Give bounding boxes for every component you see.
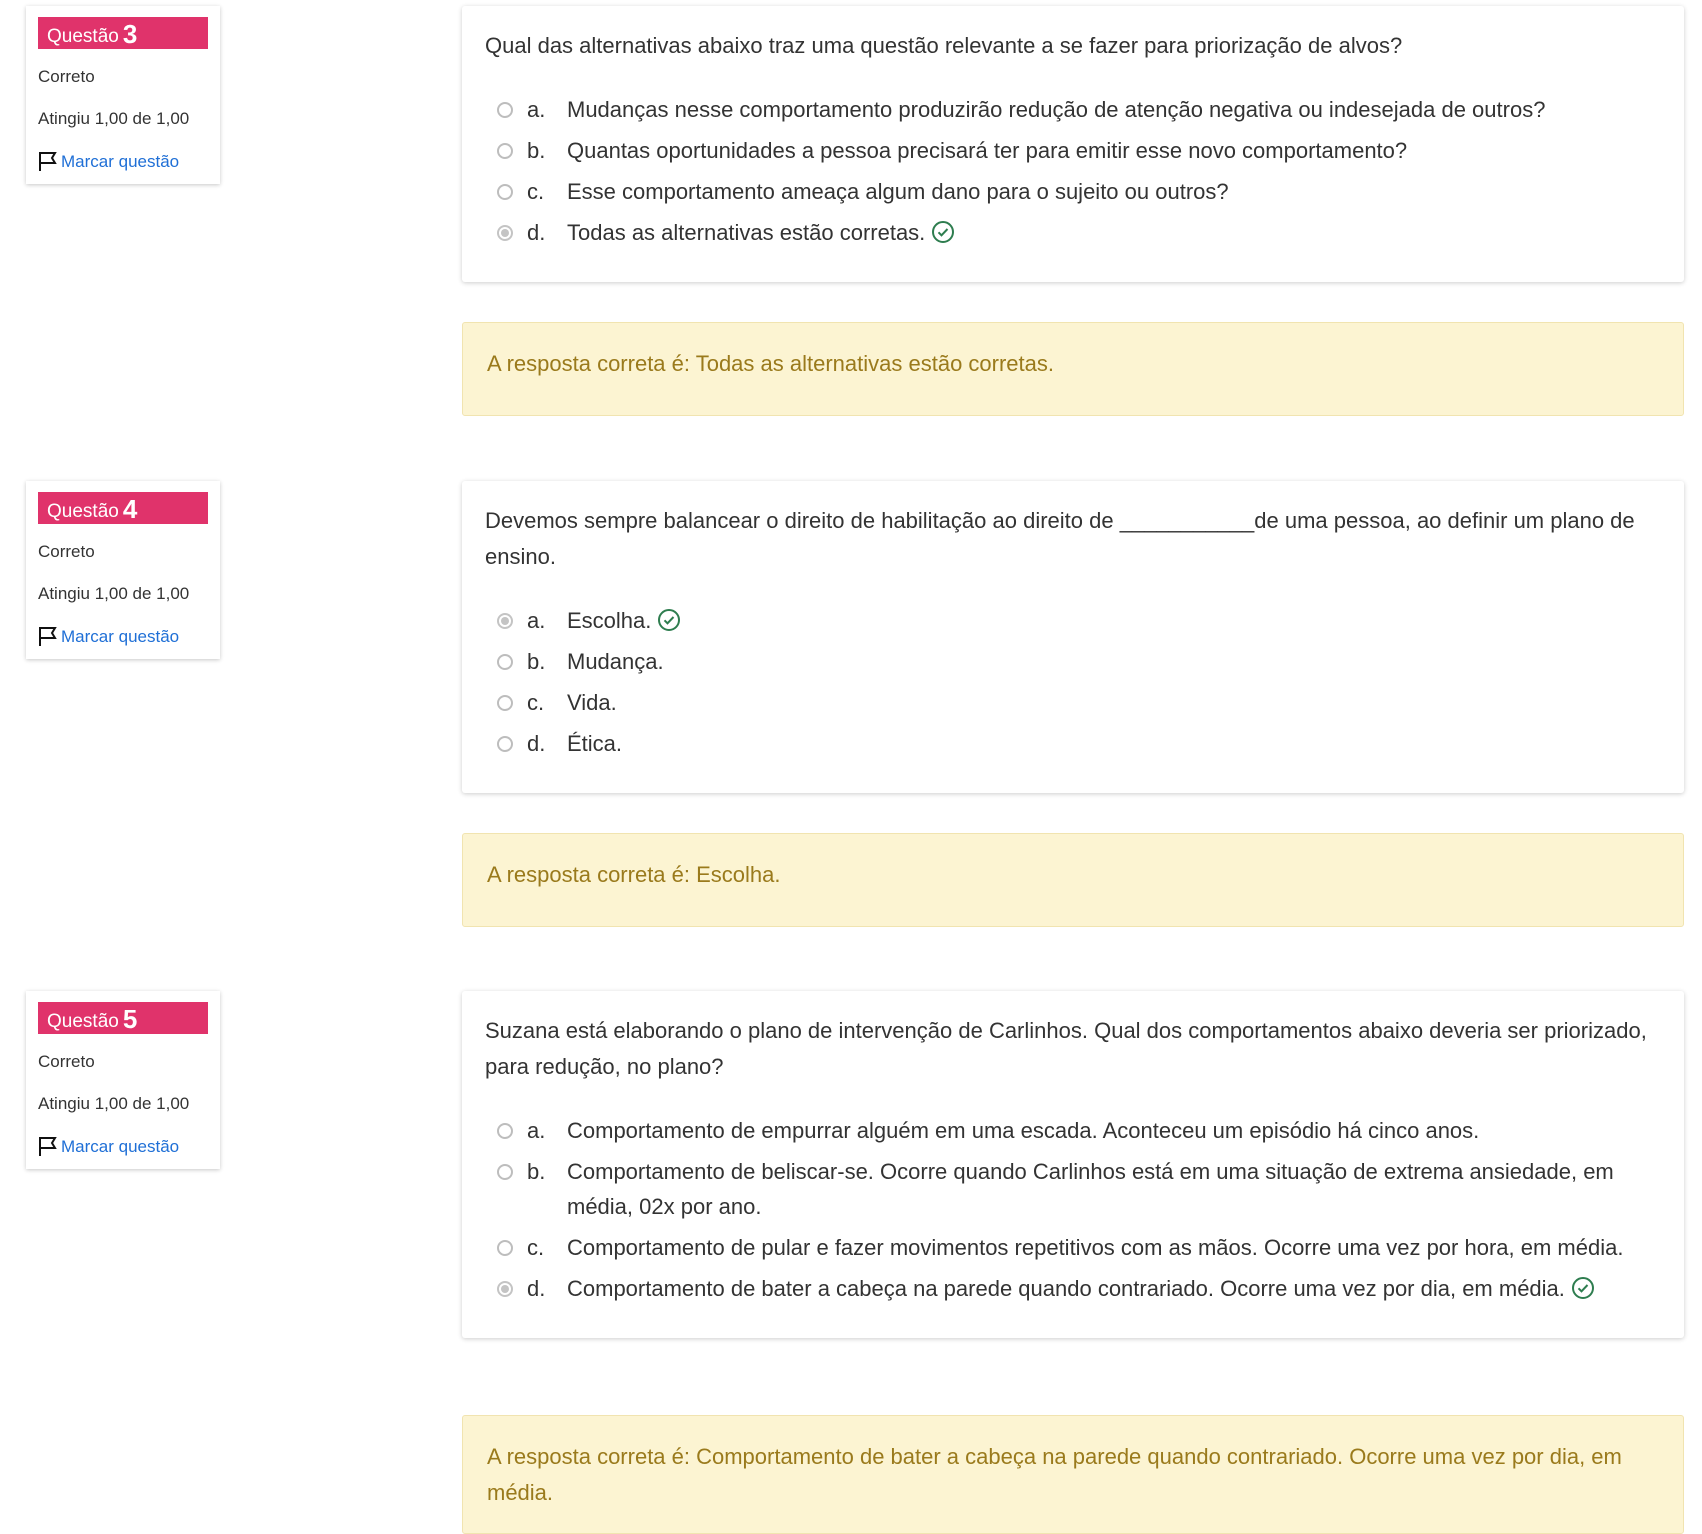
radio-button[interactable]	[497, 1164, 513, 1180]
question-state: Correto	[38, 1052, 95, 1071]
question-text: Devemos sempre balancear o direito de habilitação ao direito de ___________de uma pessoa, ao definir um plano de ensino.	[485, 508, 1635, 569]
answer-option-b[interactable]: b. Mudança.	[485, 644, 1660, 679]
radio-button[interactable]	[497, 654, 513, 670]
radio-button[interactable]	[497, 102, 513, 118]
radio-button[interactable]	[497, 1240, 513, 1256]
correct-check-icon	[1571, 1276, 1595, 1300]
answer-option-b[interactable]: b. Comportamento de beliscar-se. Ocorre quando Carlinhos está em uma situação de extrema ansiedade, em média, 02x por ano.	[485, 1154, 1660, 1224]
answer-option-d[interactable]: d. Comportamento de bater a cabeça na parede quando contrariado. Ocorre uma vez por dia, em média.	[485, 1271, 1660, 1306]
radio-button[interactable]	[497, 1123, 513, 1139]
radio-button-selected[interactable]	[497, 613, 513, 629]
flag-icon	[38, 1136, 58, 1157]
flag-question-link[interactable]: Marcar questão	[38, 151, 208, 172]
question-info-5	[26, 991, 220, 1169]
question-grade: Atingiu 1,00 de 1,00	[38, 584, 190, 603]
answer-options	[485, 92, 1660, 250]
correct-answer-feedback: A resposta correta é: Escolha.	[462, 833, 1684, 927]
question-card-5	[462, 991, 1684, 1338]
radio-button[interactable]	[497, 736, 513, 752]
question-number-badge: Questão 4	[38, 492, 208, 524]
question-info-3	[26, 6, 220, 184]
answer-option-d[interactable]: d. Todas as alternativas estão corretas.	[485, 215, 1660, 250]
radio-button[interactable]	[497, 695, 513, 711]
answer-option-d[interactable]: d. Ética.	[485, 726, 1660, 761]
question-card-4	[462, 481, 1684, 793]
flag-question-link[interactable]: Marcar questão	[38, 1136, 208, 1157]
question-state: Correto	[38, 67, 95, 86]
question-number-badge: Questão 5	[38, 1002, 208, 1034]
question-grade: Atingiu 1,00 de 1,00	[38, 109, 190, 128]
radio-button[interactable]	[497, 184, 513, 200]
radio-button-selected[interactable]	[497, 1281, 513, 1297]
answer-option-c[interactable]: c. Comportamento de pular e fazer movimentos repetitivos com as mãos. Ocorre uma vez por hora, em média.	[485, 1230, 1660, 1265]
question-text: Suzana está elaborando o plano de intervenção de Carlinhos. Qual dos comportamentos abaixo deveria ser priorizado, para redução, no plano?	[485, 1018, 1647, 1079]
correct-answer-feedback: A resposta correta é: Comportamento de bater a cabeça na parede quando contrariado. Ocorre uma vez por dia, em média.	[462, 1415, 1684, 1534]
question-state: Correto	[38, 542, 95, 561]
flag-question-link[interactable]: Marcar questão	[38, 626, 208, 647]
radio-button[interactable]	[497, 143, 513, 159]
answer-option-c[interactable]: c. Vida.	[485, 685, 1660, 720]
answer-option-a[interactable]: a. Mudanças nesse comportamento produzirão redução de atenção negativa ou indesejada de outros?	[485, 92, 1660, 127]
question-card-3	[462, 6, 1684, 282]
answer-options	[485, 1113, 1660, 1306]
question-text: Qual das alternativas abaixo traz uma questão relevante a se fazer para priorização de alvos?	[485, 33, 1403, 58]
flag-icon	[38, 151, 58, 172]
radio-button-selected[interactable]	[497, 225, 513, 241]
question-number-badge: Questão 3	[38, 17, 208, 49]
answer-option-a[interactable]: a. Escolha.	[485, 603, 1660, 638]
answer-option-c[interactable]: c. Esse comportamento ameaça algum dano para o sujeito ou outros?	[485, 174, 1660, 209]
correct-answer-feedback: A resposta correta é: Todas as alternativas estão corretas.	[462, 322, 1684, 416]
question-grade: Atingiu 1,00 de 1,00	[38, 1094, 190, 1113]
correct-check-icon	[657, 608, 681, 632]
answer-options	[485, 603, 1660, 761]
question-info-4	[26, 481, 220, 659]
answer-option-b[interactable]: b. Quantas oportunidades a pessoa precisará ter para emitir esse novo comportamento?	[485, 133, 1660, 168]
flag-icon	[38, 626, 58, 647]
answer-option-a[interactable]: a. Comportamento de empurrar alguém em uma escada. Aconteceu um episódio há cinco anos.	[485, 1113, 1660, 1148]
correct-check-icon	[931, 220, 955, 244]
